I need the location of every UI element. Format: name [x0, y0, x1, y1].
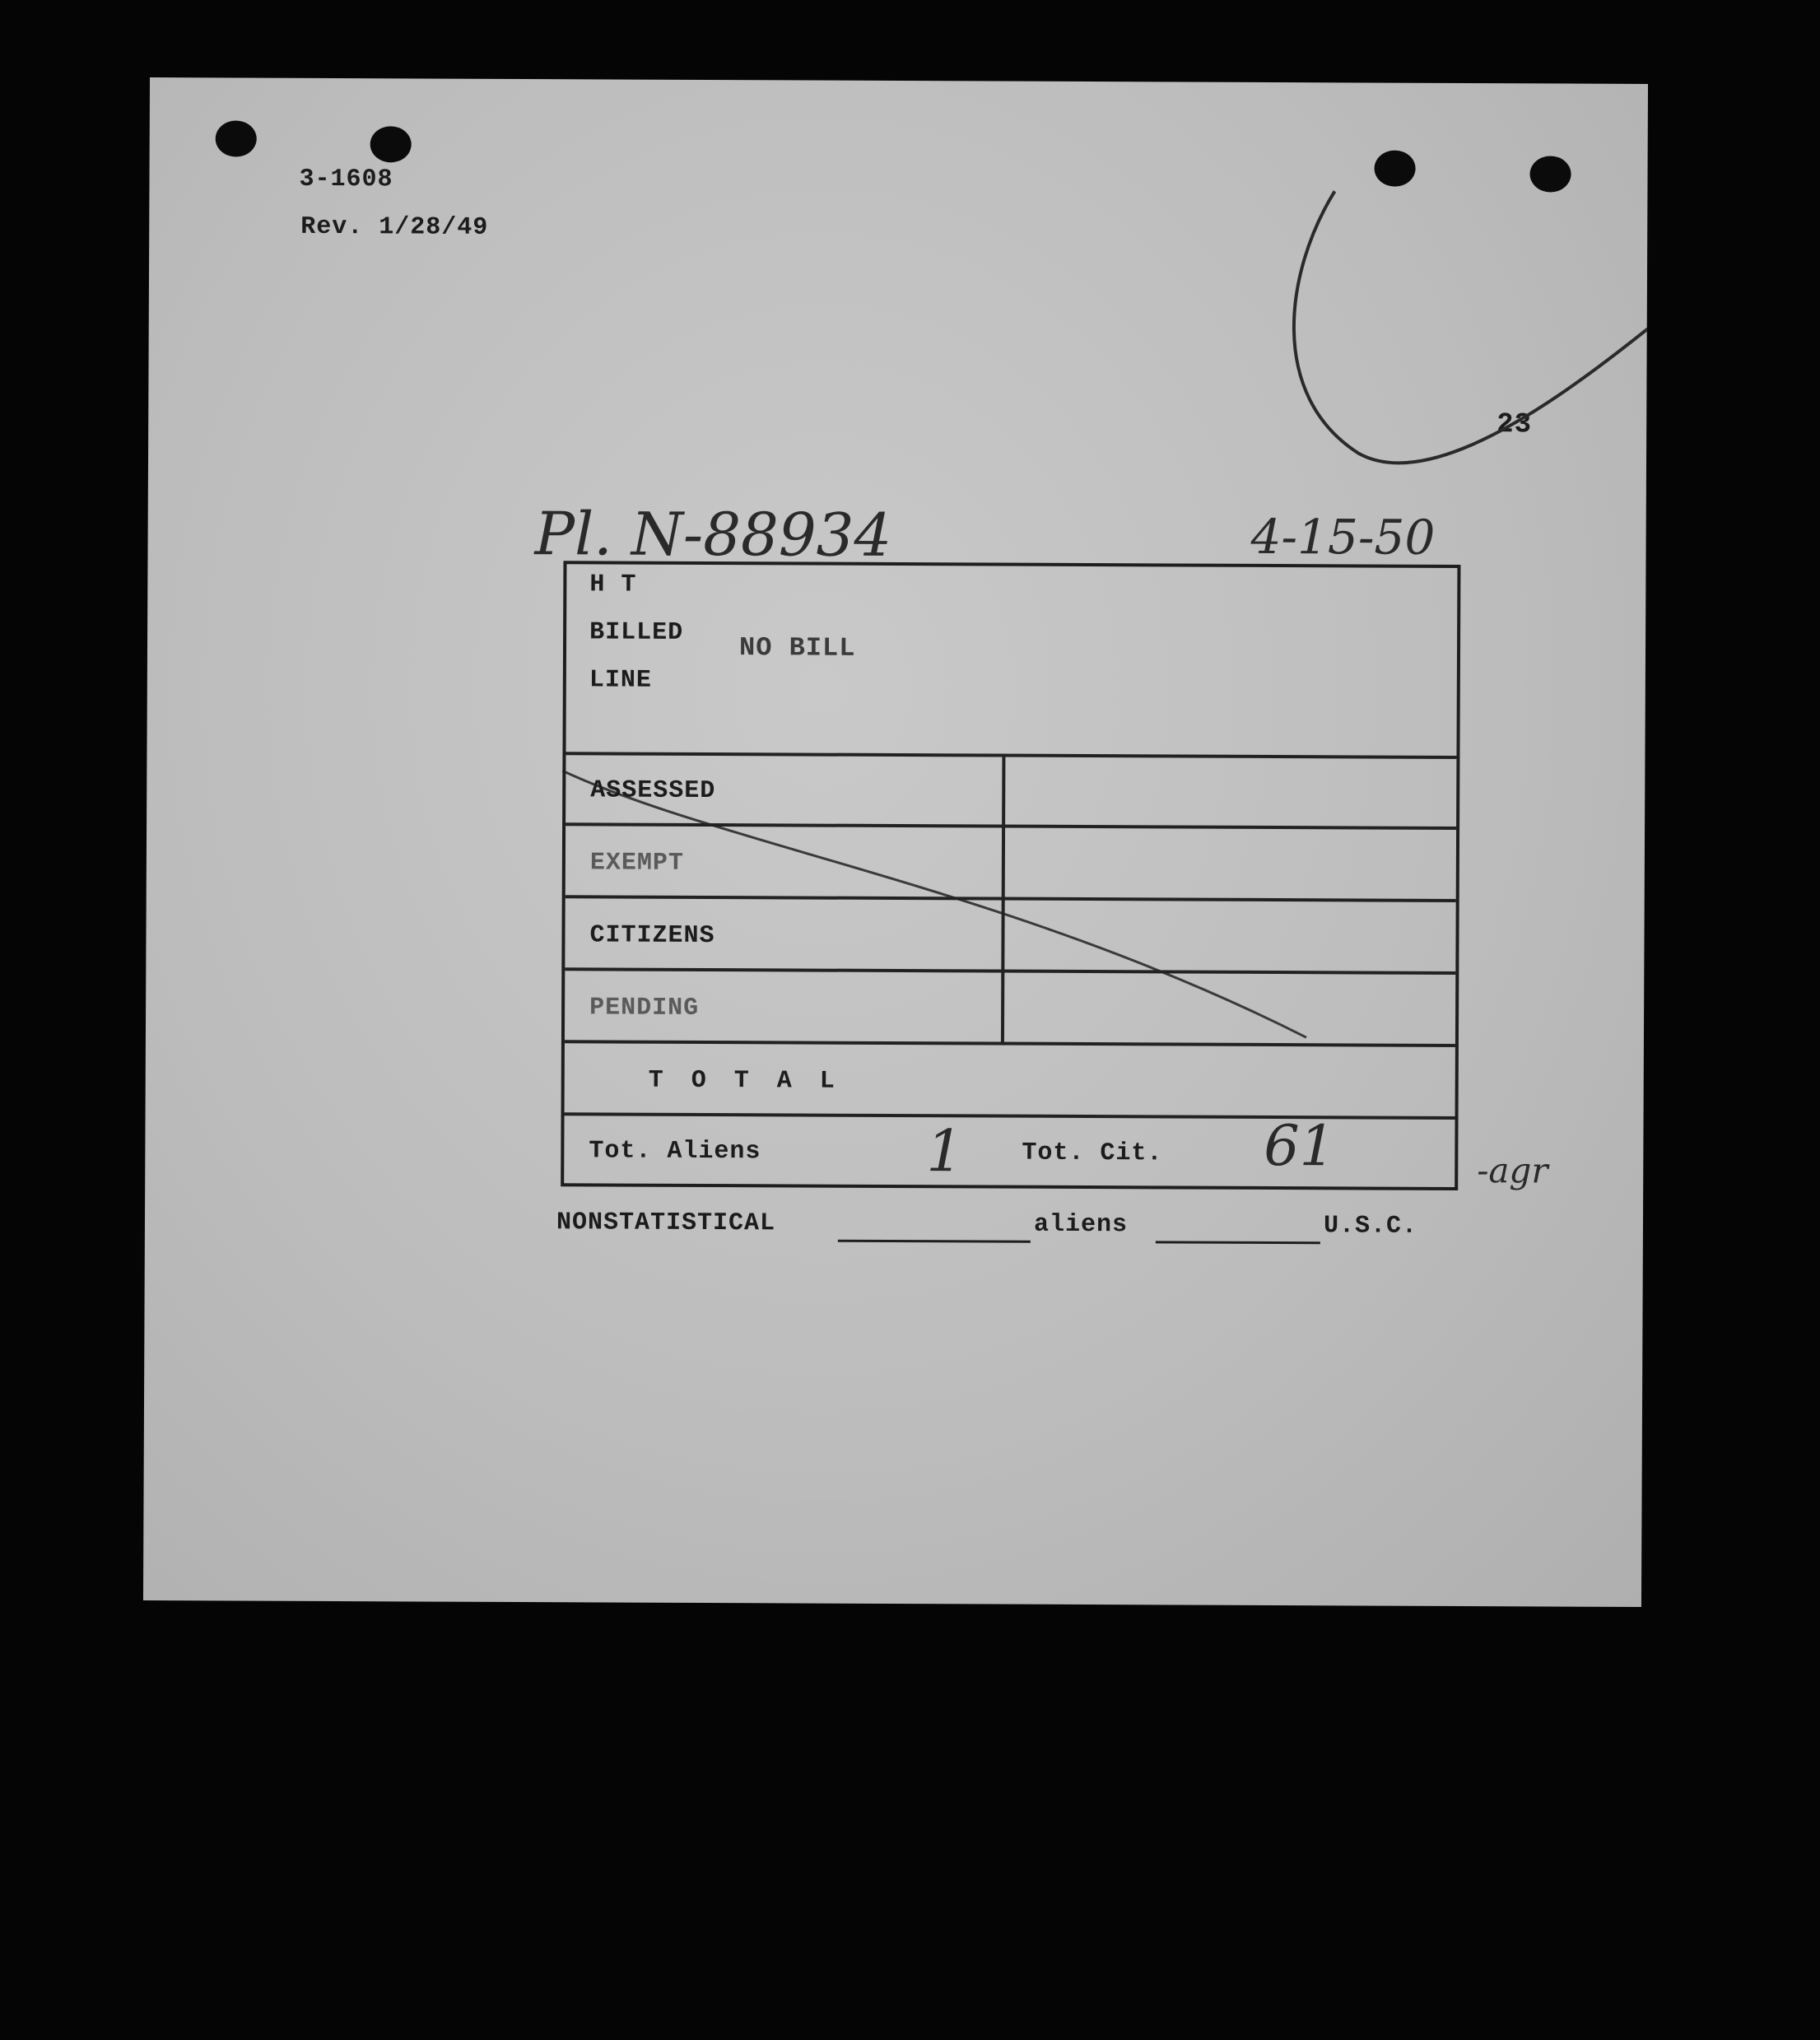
- initials-handwritten: -agr: [1477, 1150, 1548, 1191]
- top-label-billed: BILLED: [589, 618, 684, 647]
- check-mark-stroke: [1293, 191, 1648, 464]
- no-bill-stamp: NO BILL: [738, 632, 856, 664]
- document-page: [143, 77, 1648, 1607]
- aliens-count-handwritten: 1: [926, 1117, 964, 1185]
- revision-date: Rev. 1/28/49: [300, 212, 489, 242]
- total-label: T O T A L: [648, 1066, 841, 1096]
- total-aliens-label: Tot. Aliens: [589, 1137, 761, 1167]
- tally-table: [561, 561, 1460, 1190]
- row-label-exempt: EXEMPT: [589, 849, 684, 878]
- table-divider: [566, 752, 1456, 759]
- table-divider: [566, 895, 1456, 902]
- file-number-handwritten: Pl. N-88934: [534, 499, 892, 570]
- table-divider: [565, 967, 1455, 975]
- row-label-pending: PENDING: [589, 994, 700, 1022]
- table-divider: [566, 822, 1456, 830]
- nonstat-aliens-label: aliens: [1033, 1210, 1129, 1240]
- page-number: 23: [1496, 409, 1533, 441]
- top-label-line: LINE: [589, 666, 652, 695]
- top-label-ht: H T: [589, 571, 637, 599]
- nonstatistical-label: NONSTATISTICAL: [556, 1209, 776, 1238]
- citizens-count-handwritten: 61: [1264, 1113, 1336, 1180]
- column-divider: [1001, 754, 1006, 1046]
- nonstat-usc-label: U.S.C.: [1323, 1212, 1418, 1241]
- date-handwritten: 4-15-50: [1250, 508, 1436, 566]
- table-divider: [565, 1040, 1455, 1047]
- form-number: 3-1608: [299, 165, 393, 194]
- row-label-citizens: CITIZENS: [589, 921, 715, 951]
- row-label-assessed: ASSESSED: [590, 776, 716, 806]
- total-citizens-label: Tot. Cit.: [1022, 1139, 1163, 1168]
